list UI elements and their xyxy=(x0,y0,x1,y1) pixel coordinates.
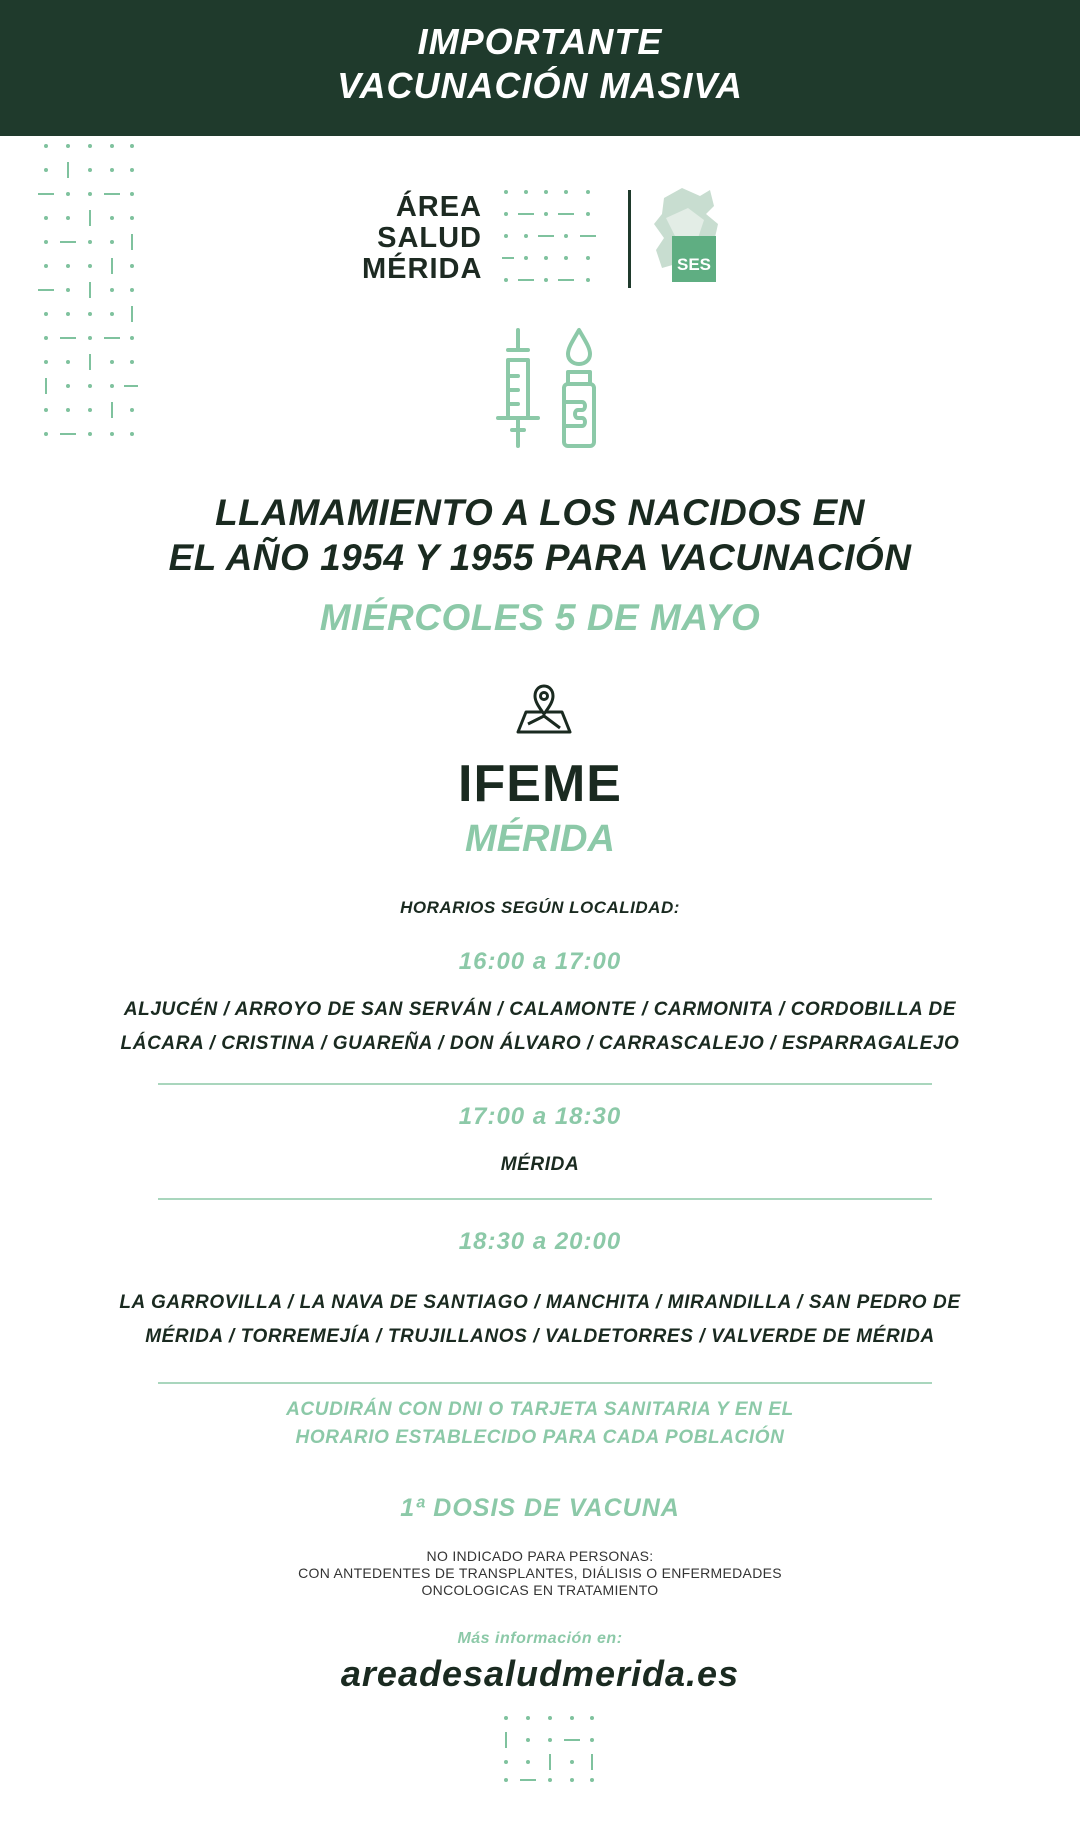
slot-1-places xyxy=(100,993,980,1061)
map-location-icon xyxy=(514,684,574,736)
logo-line-3: MÉRIDA xyxy=(362,253,483,285)
logo-dot-pattern xyxy=(502,188,600,288)
slot-2-places xyxy=(100,1148,980,1182)
slot-1-time: 16:00 a 17:00 xyxy=(458,948,622,975)
more-info-label: Más información en: xyxy=(457,1630,623,1647)
banner-line-1: IMPORTANTE xyxy=(417,21,663,62)
venue-city: MÉRIDA xyxy=(465,818,615,860)
slot-2-places-line-1: MÉRIDA xyxy=(500,1154,580,1175)
venue-name: IFEME xyxy=(458,755,622,813)
vaccination-date: MIÉRCOLES 5 DE MAYO xyxy=(319,597,761,638)
logo-separator xyxy=(628,190,631,288)
warning-line-1: NO INDICADO PARA PERSONAS: xyxy=(426,1548,654,1564)
instructions-line-2: HORARIO ESTABLECIDO PARA CADA POBLACIÓN xyxy=(295,1427,785,1448)
header-banner xyxy=(0,0,1080,136)
logo-line-1: ÁREA xyxy=(395,191,482,223)
warning-line-3: ONCOLOGICAS EN TRATAMIENTO xyxy=(421,1582,659,1598)
banner-line-2: VACUNACIÓN MASIVA xyxy=(337,65,743,106)
slot-3-places-line-2: MÉRIDA / TORREMEJÍA / TRUJILLANOS / VALDETORRES / VALVERDE DE MÉRIDA xyxy=(145,1326,935,1347)
ses-badge-text: SES xyxy=(676,255,712,274)
slot-3-time: 18:30 a 20:00 xyxy=(458,1228,622,1255)
slot-1-places-line-2: LÁCARA / CRISTINA / GUAREÑA / DON ÁLVARO / CARRASCALEJO / ESPARRAGALEJO xyxy=(120,1033,960,1054)
headline-line-1: LLAMAMIENTO A LOS NACIDOS EN xyxy=(215,492,865,533)
decorative-dot-pattern-left xyxy=(38,140,138,440)
slot-3-places xyxy=(100,1286,980,1354)
headline xyxy=(0,490,1080,580)
divider xyxy=(158,1083,932,1085)
divider xyxy=(158,1382,932,1384)
headline-line-2: EL AÑO 1954 Y 1955 PARA VACUNACIÓN xyxy=(168,537,912,578)
website-link[interactable]: areadesaludmerida.es xyxy=(340,1653,740,1694)
vaccine-syringe-vial-icon xyxy=(496,326,606,452)
logo-line-2: SALUD xyxy=(377,222,482,254)
slot-3-places-line-1: LA GARROVILLA / LA NAVA DE SANTIAGO / MANCHITA / MIRANDILLA / SAN PEDRO DE xyxy=(119,1292,961,1313)
slot-1-places-line-1: ALJUCÉN / ARROYO DE SAN SERVÁN / CALAMONTE / CARMONITA / CORDOBILLA DE xyxy=(123,999,957,1020)
attendance-instructions xyxy=(0,1396,1080,1452)
area-salud-merida-logo xyxy=(362,192,482,285)
dose-label: 1ª DOSIS DE VACUNA xyxy=(400,1494,680,1522)
decorative-dot-pattern-bottom xyxy=(502,1714,596,1784)
schedule-label: HORARIOS SEGÚN LOCALIDAD: xyxy=(400,898,680,917)
medical-warning xyxy=(0,1548,1080,1599)
instructions-line-1: ACUDIRÁN CON DNI O TARJETA SANITARIA Y EN EL xyxy=(286,1399,794,1420)
ses-logo-icon xyxy=(648,184,728,290)
slot-2-time: 17:00 a 18:30 xyxy=(458,1103,622,1130)
divider xyxy=(158,1198,932,1200)
warning-line-2: CON ANTEDENTES DE TRANSPLANTES, DIÁLISIS O ENFERMEDADES xyxy=(298,1565,782,1581)
